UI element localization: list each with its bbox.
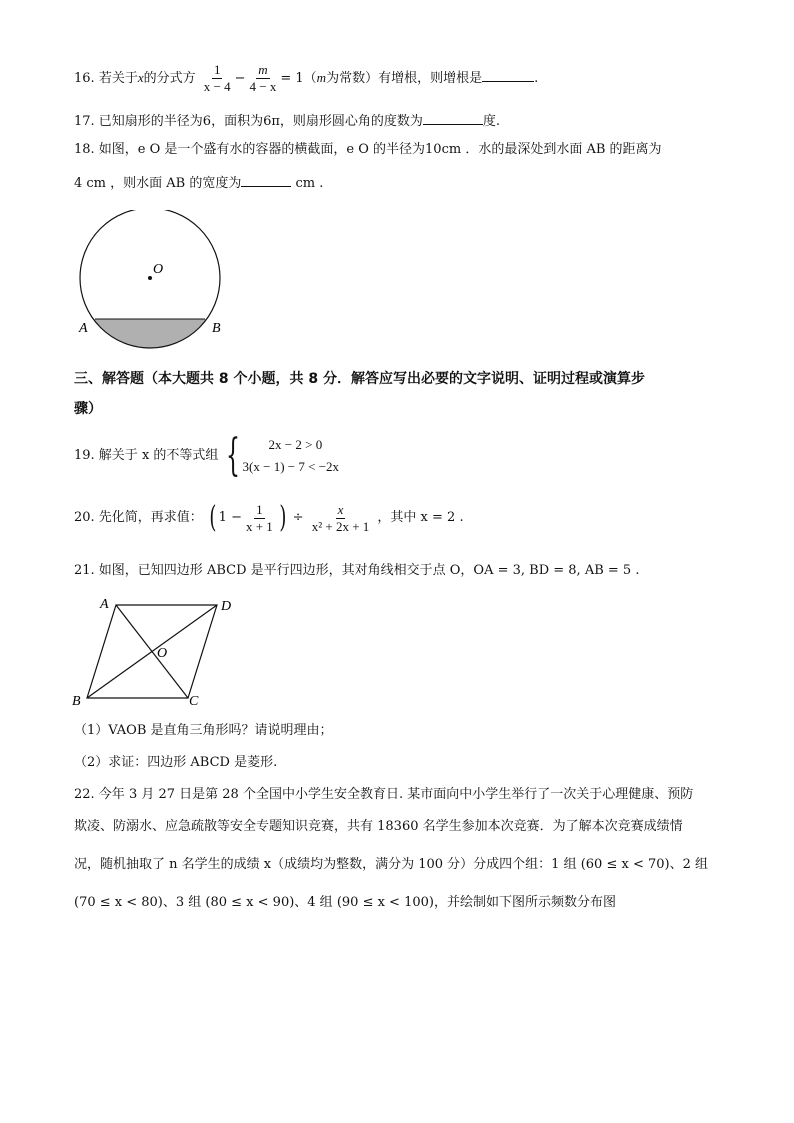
q20-fraction-b xyxy=(310,502,372,535)
q19-inequalities xyxy=(243,434,339,478)
q16-text-pre: 若关于 xyxy=(98,71,138,86)
q19-inequality-1: 2x − 2 > 0 xyxy=(268,437,323,452)
question-18-line-2 xyxy=(74,172,323,193)
question-16 xyxy=(74,62,538,95)
q16-number: 16. xyxy=(74,71,95,86)
question-22-line-1 xyxy=(74,786,693,804)
section-3-heading-line-2 xyxy=(74,400,102,418)
q16-f2-numerator: m xyxy=(258,62,268,77)
question-21-part-1 xyxy=(74,722,333,740)
q22-text-line4: (70 ≤ x < 80)、3 组 (80 ≤ x < 90)、4 组 (90 ≤ x < 100)，并绘制如下图所示频数分布图 xyxy=(74,895,616,910)
q16-var-x: x xyxy=(137,70,144,85)
label-c: C xyxy=(189,694,199,709)
q22-text-line3: 况，随机抽取了 n 名学生的成绩 x（成绩均为整数，满分为 100 分）分成四个组：1 组 (60 ≤ x < 70)、2 组 xyxy=(74,857,708,872)
diagonal-bd xyxy=(87,605,217,698)
q21-text: 21. 如图，已知四边形 ABCD 是平行四边形，其对角线相交于点 O，OA = 3, BD = 8, AB = 5 . xyxy=(74,563,640,578)
q22-text-line1: 22. 今年 3 月 27 日是第 28 个全国中小学生安全教育日. 某市面向中小学生举行了一次关于心理健康、预防 xyxy=(74,787,694,802)
label-d: D xyxy=(221,599,232,614)
label-b: B xyxy=(212,321,221,336)
q16-end: . xyxy=(534,71,539,86)
q22-text-line2: 欺凌、防溺水、应急疏散等安全专题知识竞赛，共有 18360 名学生参加本次竞赛．为了解本次竞赛成绩情 xyxy=(74,819,683,834)
q20-fraction-a xyxy=(244,502,275,535)
q19-inequality-2: 3(x − 1) − 7 < −2x xyxy=(242,459,340,474)
close-paren-icon: ) xyxy=(279,500,287,535)
q19-text: 19. 解关于 x 的不等式组 xyxy=(74,448,219,463)
q16-minus: − xyxy=(234,71,246,86)
q20-fa-numerator: 1 xyxy=(256,501,263,517)
label-o: O xyxy=(157,646,168,661)
q16-equals: = 1（ xyxy=(280,71,317,86)
q17-text: 17. 已知扇形的半径为6，面积为6π，则扇形圆心角的度数为 xyxy=(74,114,423,129)
section-3-heading-line-1 xyxy=(74,370,645,388)
q17-answer-blank[interactable] xyxy=(423,110,483,125)
q20-condition: ，其中 x = 2 . xyxy=(377,510,464,525)
section-3-title-cont: 骤） xyxy=(74,401,102,417)
question-19 xyxy=(74,430,340,481)
q20-text: 20. 先化简，再求值： xyxy=(74,510,203,525)
q16-fraction-1 xyxy=(202,62,233,95)
q19-system xyxy=(223,430,340,481)
q17-end: 度. xyxy=(482,114,501,129)
label-a: A xyxy=(100,597,109,612)
q16-f2-denominator: 4 − x xyxy=(249,79,277,94)
question-22-line-2 xyxy=(74,818,683,836)
circle-container-figure xyxy=(70,210,240,350)
label-o: O xyxy=(153,262,164,277)
q18-answer-blank[interactable] xyxy=(241,172,291,187)
q16-note: 为常数）有增根，则增根是 xyxy=(326,71,483,86)
question-21 xyxy=(74,562,639,580)
q18-text-line2b: cm . xyxy=(295,176,324,191)
parallelogram-figure xyxy=(68,592,248,712)
q18-text-line2a: 4 cm ，则水面 AB 的宽度为 xyxy=(74,176,242,191)
q16-f1-numerator: 1 xyxy=(213,62,221,77)
question-22-line-4 xyxy=(74,894,616,912)
q20-fb-numerator: x xyxy=(337,501,344,517)
label-a: A xyxy=(79,321,88,336)
q16-f1-denominator: x − 4 xyxy=(203,79,231,94)
q16-text-mid: 的分式方 xyxy=(143,71,196,86)
q20-fa-denominator: x + 1 xyxy=(245,518,273,534)
q18-text-line1: 18. 如图，e O 是一个盛有水的容器的横截面，e O 的半径为10cm ．水的最深处到水面 AB 的距离为 xyxy=(74,142,662,157)
section-3-title: 三、解答题（本大题共 8 个小题，共 8 分．解答应写出必要的文字说明、证明过程或演算步 xyxy=(74,371,645,387)
label-b: B xyxy=(72,694,81,709)
center-point xyxy=(148,276,152,280)
question-18-line-1 xyxy=(74,141,662,159)
q20-divide: ÷ xyxy=(292,510,304,525)
question-17 xyxy=(74,110,500,131)
question-22-line-3 xyxy=(74,856,708,874)
open-paren-icon: ( xyxy=(209,500,217,535)
q16-var-m: m xyxy=(316,70,327,85)
question-21-part-2 xyxy=(74,754,277,772)
q20-one-minus: 1 − xyxy=(218,510,242,525)
brace-icon: { xyxy=(225,430,240,481)
q21-subquestion-2: （2）求证：四边形 ABCD 是菱形. xyxy=(74,755,278,770)
q21-subquestion-1: （1）VAOB 是直角三角形吗？请说明理由； xyxy=(74,723,333,738)
q20-fb-denominator: x² + 2x + 1 xyxy=(311,518,370,534)
q16-answer-blank[interactable] xyxy=(482,67,534,82)
q16-fraction-2 xyxy=(248,62,279,95)
question-20 xyxy=(74,500,464,537)
